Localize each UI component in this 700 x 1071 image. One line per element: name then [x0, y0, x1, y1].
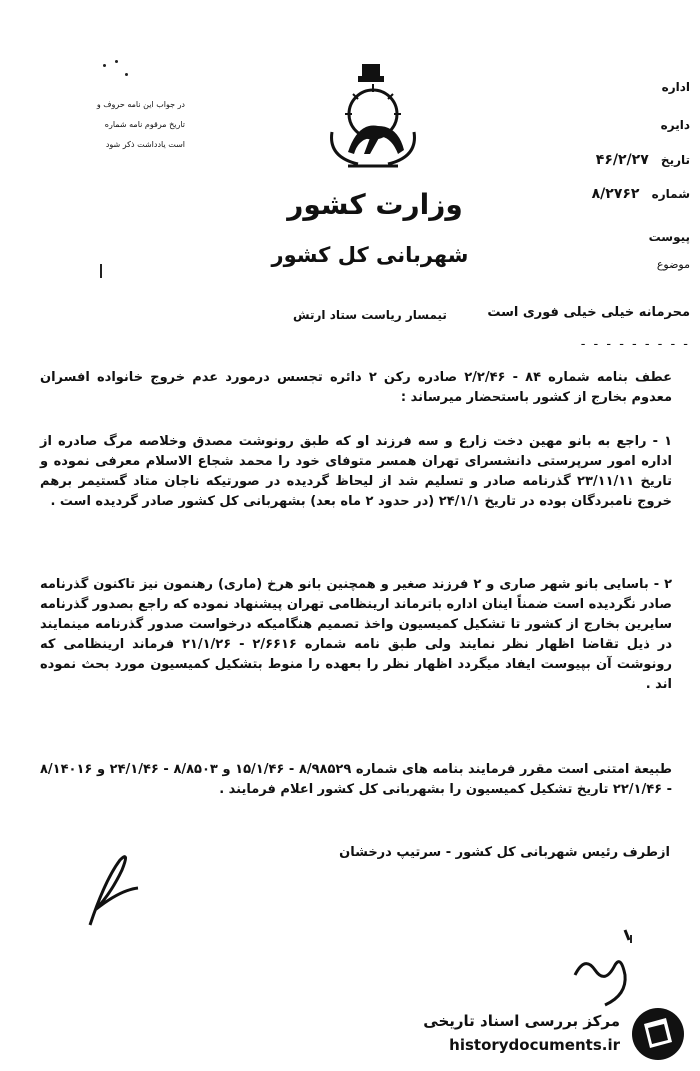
watermark-title: مرکز بررسی اسناد تاریخی	[423, 1012, 620, 1030]
body-paragraph: عطف بنامه شماره ۸۴ - ۲/۲/۴۶ صادره رکن ۲ دائره تجسس درمورد عدم خروج خانواده افسران معدوم بخارج از کشور باستحضار میرساند :	[40, 370, 673, 405]
archive-logo-icon	[630, 1006, 686, 1062]
date-label: تاریخ	[660, 153, 690, 167]
body-paragraph: طبیعة امتنی است مقرر فرمایند بنامه های شماره ۸/۹۸۵۲۹ - ۱۵/۱/۴۶ و ۸/۸۵۰۳ - ۲۴/۱/۴۶ و ۸/۱۴۰۱۶ - ۲۲/۱/۴۶ تاریخ تشکیل کمیسیون را بشهربانی کل کشور اعلام فرمایند .	[40, 762, 673, 797]
corner-note-line: در جواب این نامه حروف و	[96, 100, 185, 109]
number-field	[570, 186, 690, 202]
date-field	[570, 152, 690, 168]
handwritten-signature-icon	[60, 840, 150, 930]
number-label: شماره	[651, 187, 690, 201]
subject-label: موضوع	[656, 258, 690, 271]
attachment-label: پیوست	[648, 230, 690, 244]
body-paragraph: ۱ - راجع به بانو مهین دخت زارع و سه فرزند او که طبق رونوشت مصدق وخلاصه مرگ صادره از اداره امور سرپرستی دانشسرای تهران همسر متوفای خود را محمد شجاع الاسلام معرفی نموده و تاریخ ۲۳/۱۱/۱۱ گذرنامه صادر و تسلیم شد از لیحاظ گردیده در صورتیکه ناجان متاد گستیمر برهم خروج نامبردگان بوده در تاریخ ۲۴/۱/۱ (در حدود ۲ ماه بعد) بشهربانی کل کشور صادر گردیده است .	[40, 434, 672, 509]
body-paragraph: ۲ - باسایی بانو شهر صاری و ۲ فرزند صغیر و همچنین بانو هرخ (ماری) رهنمون نیز تاکنون گذرنامه صادر نگردیده است ضمناً اینان اداره باترماند ارینظامی تهران پیشنهاد نموده که راجع بصدور گذرنامه سایرین بخارج از کشور تا تشکیل کمیسیون واخذ تصمیم هنگامیکه درخواست صدور گذرنامه مینمایند در ذیل تقاضا اظهار نظر نمایند ولی طبق نامه شماره ۲/۶۶۱۶ - ۲۱/۱/۲۶ فرماند ارینظامی که رونوشت آن بپیوست ایفاد میگردد اظهار نظر را بعهده را منوط بتشکیل کمیسیون مورد بحث نموده اند .	[40, 577, 672, 692]
classification-stamp: محرمانه خیلی خیلی فوری است	[487, 305, 690, 320]
corner-instruction-note	[45, 95, 185, 155]
department-field	[570, 118, 690, 132]
office-label: اداره	[661, 80, 690, 94]
signature-line: ازطرف رئیس شهربانی کل کشور - سرتیپ درخشان	[339, 845, 670, 860]
recipient-line: تیمسار ریاست ستاد ارتش	[293, 308, 447, 322]
department-label: دایره	[660, 118, 690, 132]
date-value: ۴۶/۲/۲۷	[595, 152, 649, 168]
watermark-url: historydocuments.ir	[449, 1036, 620, 1054]
corner-note-line: تاریخ مرقوم نامه شماره	[104, 120, 185, 129]
office-field	[570, 80, 690, 94]
attachment-field	[570, 230, 690, 244]
divider-dashes: - - - - - - - - -	[580, 337, 690, 352]
police-title: شهربانی کل کشور	[271, 243, 469, 267]
corner-note-line: است یادداشت ذکر شود	[105, 140, 185, 149]
number-value: ۸/۲۷۶۲	[591, 186, 640, 202]
lion-and-sun-emblem-icon	[318, 62, 428, 172]
ministry-title: وزارت کشور	[287, 188, 463, 221]
